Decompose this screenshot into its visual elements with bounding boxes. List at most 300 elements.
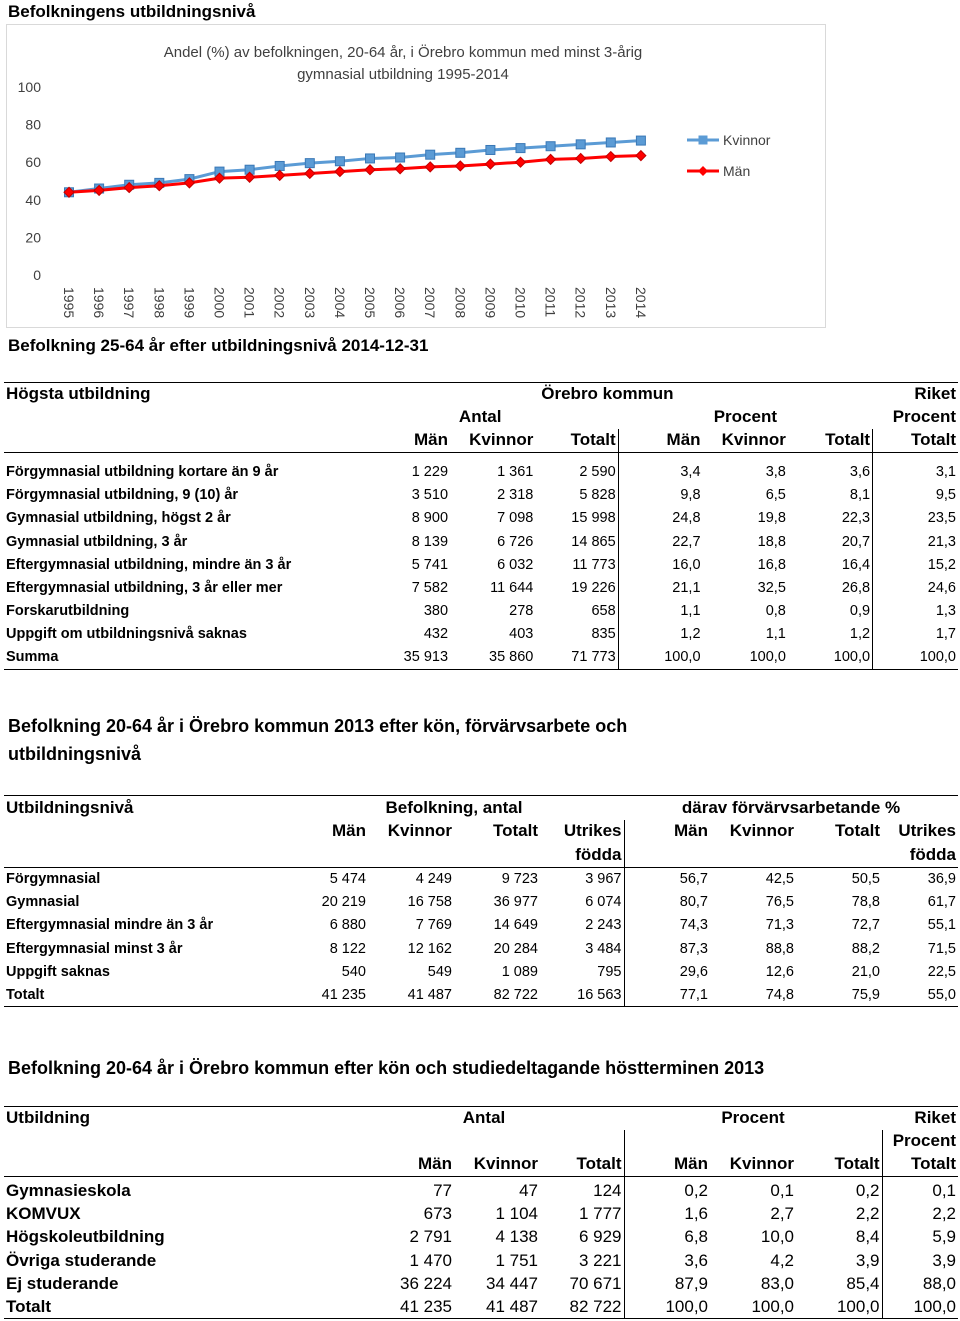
- header-procent-riket: Procent: [892, 407, 956, 426]
- row-label: Gymnasial utbildning, 3 år: [6, 533, 188, 550]
- header-totalt: Totalt: [492, 821, 538, 840]
- y-tick-label: 60: [25, 154, 41, 171]
- cell-value: 1 089: [501, 963, 538, 980]
- table-row: [4, 646, 958, 669]
- header-riket: Riket: [914, 1108, 956, 1128]
- cell-value: 21,1: [672, 580, 701, 597]
- cell-value: 77,1: [624, 983, 710, 1006]
- row-label: Eftergymnasial minst 3 år: [6, 940, 183, 957]
- cell-value: 78,8: [851, 894, 880, 911]
- cell-value: 15,2: [927, 556, 956, 573]
- cell-value: 42,5: [765, 871, 794, 888]
- cell-value: 6 032: [497, 556, 534, 573]
- row-label: Förgymnasial utbildning, 9 (10) år: [6, 487, 239, 504]
- cell-value: 88,8: [765, 940, 794, 957]
- cell-value: 14 865: [535, 530, 618, 553]
- table-row: [4, 530, 958, 553]
- header-procent: Procent: [713, 407, 778, 426]
- header-totalt-pct: Totalt: [834, 821, 880, 840]
- y-tick-label: 0: [33, 267, 41, 283]
- row-label: Ej studerande: [6, 1273, 119, 1293]
- cell-value: 55,0: [882, 983, 958, 1006]
- cell-value: 22,7: [672, 533, 701, 550]
- cell-value: 1 104: [495, 1204, 538, 1224]
- cell-value: 0,1: [770, 1181, 794, 1201]
- cell-value: 23,5: [927, 510, 956, 527]
- x-tick-label: 1996: [91, 287, 108, 319]
- cell-value: 80,7: [679, 894, 708, 911]
- cell-value: 5 474: [329, 871, 366, 888]
- cell-value: 673: [423, 1204, 452, 1224]
- cell-value: 20 284: [493, 940, 538, 957]
- y-tick-label: 80: [25, 116, 41, 133]
- header-kvinnor: Kvinnor: [387, 821, 452, 840]
- cell-value: 2,2: [932, 1204, 956, 1224]
- header-procent: Procent: [721, 1108, 785, 1128]
- cell-value: 124: [540, 1180, 624, 1203]
- cell-value: 7 098: [497, 510, 534, 527]
- table-row: [4, 507, 958, 530]
- cell-value: 3 484: [540, 937, 624, 960]
- row-label: Eftergymnasial utbildning, 3 år eller mer: [6, 580, 283, 597]
- header-fodda-pct: födda: [882, 843, 958, 868]
- cell-value: 6 880: [329, 917, 366, 934]
- cell-value: 9 723: [501, 871, 538, 888]
- cell-value: 9,5: [935, 487, 956, 504]
- cell-value: 12,6: [765, 963, 794, 980]
- header-kvinnor: Kvinnor: [450, 429, 535, 453]
- cell-value: 9,8: [680, 487, 701, 504]
- cell-value: 540: [341, 963, 366, 980]
- cell-value: 74,3: [679, 917, 708, 934]
- cell-value: 75,9: [796, 983, 882, 1006]
- row-label: Övriga studerande: [6, 1250, 157, 1270]
- x-tick-label: 2012: [572, 287, 589, 319]
- cell-value: 19,8: [757, 510, 786, 527]
- table-row: [4, 1295, 958, 1318]
- cell-value: 100,0: [873, 646, 958, 669]
- row-label: Förgymnasial: [6, 871, 101, 888]
- cell-value: 87,3: [679, 940, 708, 957]
- cell-value: 41 487: [454, 1295, 540, 1318]
- cell-value: 55,1: [927, 917, 956, 934]
- cell-value: 88,0: [922, 1273, 956, 1293]
- legend-marker: [699, 136, 708, 145]
- cell-value: 6 726: [497, 533, 534, 550]
- table2-heading-line2: utbildningsnivå: [8, 744, 141, 764]
- cell-value: 18,8: [757, 533, 786, 550]
- cell-value: 50,5: [851, 871, 880, 888]
- cell-value: 100,0: [882, 1295, 958, 1318]
- cell-value: 0,2: [796, 1180, 882, 1203]
- cell-value: 4 249: [415, 871, 452, 888]
- row-label: Totalt: [4, 1295, 344, 1318]
- chart-svg: [7, 25, 825, 327]
- cell-value: 24,8: [672, 510, 701, 527]
- data-point: [516, 144, 525, 153]
- cell-value: 380: [423, 603, 449, 620]
- header-man-pct: Män: [674, 821, 708, 840]
- cell-value: 3 510: [411, 487, 449, 504]
- employment-table: [4, 795, 958, 1007]
- cell-value: 70 671: [540, 1272, 624, 1295]
- data-point: [576, 153, 586, 163]
- x-tick-label: 1997: [121, 287, 138, 319]
- cell-value: 6 074: [540, 891, 624, 914]
- cell-value: 3,6: [684, 1250, 708, 1270]
- cell-value: 76,5: [765, 894, 794, 911]
- row-label: Gymnasial: [6, 894, 80, 911]
- header-totalt: Totalt: [535, 429, 618, 453]
- cell-value: 16 563: [540, 983, 624, 1006]
- cell-value: 1,6: [684, 1204, 708, 1224]
- cell-value: 41 487: [368, 983, 454, 1006]
- cell-value: 6 929: [540, 1226, 624, 1249]
- cell-value: 88,2: [851, 940, 880, 957]
- cell-value: 1,1: [680, 603, 701, 620]
- cell-value: 100,0: [703, 646, 788, 669]
- cell-value: 100,0: [624, 1295, 710, 1318]
- cell-value: 0,8: [765, 603, 786, 620]
- cell-value: 8 122: [329, 940, 366, 957]
- cell-value: 82 722: [540, 1295, 624, 1318]
- cell-value: 32,5: [757, 580, 786, 597]
- data-point: [546, 154, 556, 164]
- header-antal: Antal: [458, 407, 502, 426]
- header-befolkning: Befolkning, antal: [385, 797, 523, 817]
- legend-marker: [698, 166, 708, 176]
- x-tick-label: 2007: [422, 287, 439, 319]
- cell-value: 1,3: [935, 603, 956, 620]
- header-utbildning: Utbildning: [6, 1108, 91, 1128]
- x-tick-label: 2003: [301, 287, 318, 319]
- cell-value: 71,5: [927, 940, 956, 957]
- cell-value: 35 913: [342, 646, 450, 669]
- cell-value: 47: [519, 1181, 538, 1201]
- table-row: [4, 1249, 958, 1272]
- header-riket: Riket: [914, 384, 956, 404]
- x-tick-label: 1999: [181, 287, 198, 319]
- cell-value: 22,3: [788, 507, 873, 530]
- row-label: Eftergymnasial utbildning, mindre än 3 år: [6, 556, 292, 573]
- cell-value: 3,1: [935, 464, 956, 481]
- cell-value: 15 998: [535, 507, 618, 530]
- table-row: [4, 937, 958, 960]
- cell-value: 85,4: [796, 1272, 882, 1295]
- data-point: [275, 161, 284, 170]
- cell-value: 19 226: [535, 576, 618, 599]
- data-point: [606, 138, 615, 147]
- cell-value: 4,2: [770, 1250, 794, 1270]
- cell-value: 3 221: [540, 1249, 624, 1272]
- table-row: [4, 484, 958, 507]
- header-man: Män: [332, 821, 366, 840]
- cell-value: 3,8: [765, 464, 786, 481]
- cell-value: 61,7: [927, 894, 956, 911]
- x-tick-label: 2014: [632, 287, 649, 319]
- cell-value: 74,8: [710, 983, 796, 1006]
- data-point: [366, 154, 375, 163]
- header-kvinnor-pct: Kvinnor: [729, 821, 794, 840]
- header-totalt-riket: Totalt: [873, 429, 958, 453]
- x-tick-label: 2008: [452, 287, 469, 319]
- header-totalt-pct: Totalt: [796, 1153, 882, 1177]
- table-row: [4, 1226, 958, 1249]
- cell-value: 7 582: [411, 580, 449, 597]
- header-man: Män: [342, 429, 450, 453]
- cell-value: 35 860: [450, 646, 535, 669]
- cell-value: 835: [535, 623, 618, 646]
- cell-value: 22,5: [927, 963, 956, 980]
- cell-value: 1,2: [680, 626, 701, 643]
- cell-value: 16 758: [407, 894, 452, 911]
- row-label: Eftergymnasial mindre än 3 år: [6, 917, 214, 934]
- row-label: Gymnasial utbildning, högst 2 år: [6, 510, 231, 527]
- cell-value: 29,6: [679, 963, 708, 980]
- data-point: [485, 159, 495, 169]
- cell-value: 795: [540, 960, 624, 983]
- x-tick-label: 2009: [482, 287, 499, 319]
- cell-value: 34 447: [486, 1273, 538, 1293]
- cell-value: 2,7: [770, 1204, 794, 1224]
- cell-value: 8,4: [796, 1226, 882, 1249]
- header-utbildningsniva: Utbildningsnivå: [6, 797, 134, 817]
- header-fodda: födda: [540, 843, 624, 868]
- cell-value: 71,3: [765, 917, 794, 934]
- header-forvarvsarbetande: därav förvärvsarbetande %: [681, 797, 901, 817]
- cell-value: 2 791: [409, 1227, 452, 1247]
- table-row: [4, 461, 958, 484]
- x-tick-label: 2000: [211, 287, 228, 319]
- cell-value: 12 162: [407, 940, 452, 957]
- data-point: [335, 167, 345, 177]
- cell-value: 5 828: [535, 484, 618, 507]
- header-kvinnor-pct: Kvinnor: [710, 1153, 796, 1177]
- x-tick-label: 2010: [512, 287, 529, 319]
- cell-value: 1 777: [540, 1203, 624, 1226]
- cell-value: 71 773: [535, 646, 618, 669]
- cell-value: 36 977: [493, 894, 538, 911]
- header-orebro: Örebro kommun: [541, 384, 674, 404]
- header-highest-education: Högsta utbildning: [6, 384, 151, 404]
- cell-value: 3,4: [680, 464, 701, 481]
- line-chart: [6, 24, 826, 328]
- table-row: [4, 891, 958, 914]
- cell-value: 77: [433, 1181, 452, 1201]
- cell-value: 56,7: [679, 871, 708, 888]
- header-utrikes-pct: Utrikes: [898, 821, 956, 840]
- data-point: [606, 152, 616, 162]
- header-totalt-pct: Totalt: [788, 429, 873, 453]
- x-tick-label: 2002: [271, 287, 288, 319]
- cell-value: 16,0: [672, 556, 701, 573]
- cell-value: 5 741: [411, 556, 449, 573]
- data-point: [425, 162, 435, 172]
- data-point: [636, 151, 646, 161]
- table-row: [4, 623, 958, 646]
- row-label: Summa: [4, 646, 342, 669]
- cell-value: 21,3: [927, 533, 956, 550]
- cell-value: 3,9: [932, 1250, 956, 1270]
- cell-value: 5,9: [932, 1227, 956, 1247]
- cell-value: 20 219: [321, 894, 366, 911]
- cell-value: 6,8: [684, 1227, 708, 1247]
- row-label: Totalt: [4, 983, 284, 1006]
- chart-title-line: Andel (%) av befolkningen, 20-64 år, i Örebro kommun med minst 3-årig: [163, 44, 643, 61]
- cell-value: 278: [509, 603, 534, 620]
- header-man: Män: [344, 1153, 454, 1177]
- cell-value: 41 235: [344, 1295, 454, 1318]
- cell-value: 100,0: [796, 1295, 882, 1318]
- header-antal: Antal: [462, 1108, 506, 1128]
- y-tick-label: 40: [25, 191, 41, 208]
- cell-value: 2 590: [535, 461, 618, 484]
- cell-value: 1,1: [765, 626, 786, 643]
- page-heading: Befolkningens utbildningsnivå: [8, 2, 256, 21]
- header-procent-riket: Procent: [892, 1131, 956, 1150]
- table-row: [4, 914, 958, 937]
- x-tick-label: 2001: [241, 287, 258, 319]
- data-point: [305, 168, 315, 178]
- table-row: [4, 868, 958, 891]
- row-label: Forskarutbildning: [6, 603, 130, 620]
- data-point: [395, 164, 405, 174]
- x-tick-label: 2006: [392, 287, 409, 319]
- data-point: [516, 157, 526, 167]
- table-row: [4, 576, 958, 599]
- x-tick-label: 1998: [151, 287, 168, 319]
- cell-value: 1,2: [788, 623, 873, 646]
- cell-value: 100,0: [788, 646, 873, 669]
- cell-value: 10,0: [760, 1227, 794, 1247]
- cell-value: 1 361: [497, 464, 534, 481]
- x-tick-label: 2004: [331, 287, 348, 319]
- cell-value: 11 644: [490, 580, 534, 597]
- cell-value: 8 139: [411, 533, 449, 550]
- cell-value: 0,1: [932, 1181, 956, 1201]
- x-tick-label: 2005: [362, 287, 378, 319]
- data-point: [455, 161, 465, 171]
- table-row: [4, 1203, 958, 1226]
- cell-value: 24,6: [927, 580, 956, 597]
- data-point: [546, 142, 555, 151]
- study-participation-table: [4, 1106, 958, 1319]
- cell-value: 36,9: [927, 871, 956, 888]
- data-point: [456, 148, 465, 157]
- cell-value: 2 243: [540, 914, 624, 937]
- cell-value: 1 470: [409, 1250, 452, 1270]
- table-row: [4, 960, 958, 983]
- cell-value: 4 138: [495, 1227, 538, 1247]
- cell-value: 403: [509, 626, 534, 643]
- cell-value: 0,9: [788, 600, 873, 623]
- cell-value: 26,8: [788, 576, 873, 599]
- cell-value: 16,4: [788, 553, 873, 576]
- cell-value: 2 318: [497, 487, 534, 504]
- cell-value: 1 751: [495, 1250, 538, 1270]
- table1-heading: Befolkning 25-64 år efter utbildningsnivå 2014-12-31: [8, 336, 429, 355]
- cell-value: 72,7: [851, 917, 880, 934]
- table-row: [4, 1180, 958, 1203]
- cell-value: 658: [535, 600, 618, 623]
- chart-title-line: gymnasial utbildning 1995-2014: [297, 66, 509, 83]
- data-point: [576, 140, 585, 149]
- cell-value: 20,7: [788, 530, 873, 553]
- row-label: Uppgift om utbildningsnivå saknas: [6, 626, 247, 643]
- x-tick-label: 2011: [542, 287, 559, 318]
- cell-value: 100,0: [710, 1295, 796, 1318]
- cell-value: 100,0: [618, 646, 702, 669]
- cell-value: 1,7: [935, 626, 956, 643]
- x-tick-label: 2013: [602, 287, 619, 319]
- cell-value: 3,9: [796, 1249, 882, 1272]
- cell-value: 549: [427, 963, 452, 980]
- header-kvinnor-pct: Kvinnor: [703, 429, 788, 453]
- table-row: [4, 600, 958, 623]
- data-point: [305, 159, 314, 168]
- cell-value: 8 900: [411, 510, 449, 527]
- table-row: [4, 553, 958, 576]
- legend-label: Kvinnor: [723, 132, 771, 148]
- cell-value: 432: [423, 626, 449, 643]
- cell-value: 82 722: [454, 983, 540, 1006]
- row-label: Gymnasieskola: [6, 1181, 131, 1201]
- cell-value: 16,8: [757, 556, 786, 573]
- header-kvinnor: Kvinnor: [454, 1153, 540, 1177]
- cell-value: 87,9: [674, 1273, 708, 1293]
- cell-value: 3,6: [788, 461, 873, 484]
- cell-value: 36 224: [400, 1273, 452, 1293]
- cell-value: 3 967: [540, 868, 624, 891]
- y-tick-label: 100: [17, 79, 41, 95]
- cell-value: 21,0: [851, 963, 880, 980]
- y-tick-label: 20: [25, 229, 41, 246]
- header-man-pct: Män: [624, 1153, 710, 1177]
- cell-value: 41 235: [284, 983, 368, 1006]
- row-label: KOMVUX: [6, 1204, 81, 1224]
- table-row: [4, 983, 958, 1006]
- education-level-table: [4, 382, 958, 670]
- cell-value: 14 649: [493, 917, 538, 934]
- data-point: [335, 157, 344, 166]
- data-point: [426, 150, 435, 159]
- row-label: Förgymnasial utbildning kortare än 9 år: [6, 464, 279, 481]
- cell-value: 2,2: [796, 1203, 882, 1226]
- data-point: [636, 136, 645, 145]
- cell-value: 0,2: [684, 1181, 708, 1201]
- data-point: [486, 145, 495, 154]
- header-totalt: Totalt: [540, 1153, 624, 1177]
- data-point: [275, 170, 285, 180]
- data-point: [396, 153, 405, 162]
- x-tick-label: 1995: [61, 287, 77, 319]
- cell-value: 8,1: [788, 484, 873, 507]
- cell-value: 83,0: [760, 1273, 794, 1293]
- header-totalt-riket: Totalt: [882, 1153, 958, 1177]
- table2-heading-line1: Befolkning 20-64 år i Örebro kommun 2013 efter kön, förvärvsarbete och: [8, 716, 628, 736]
- header-utrikes: Utrikes: [540, 820, 624, 843]
- cell-value: 1 229: [411, 464, 449, 481]
- table3-heading: Befolkning 20-64 år i Örebro kommun efter kön och studiedeltagande höstterminen 2013: [8, 1058, 765, 1078]
- header-man-pct: Män: [618, 429, 702, 453]
- cell-value: 7 769: [415, 917, 452, 934]
- legend-label: Män: [723, 163, 751, 179]
- cell-value: 11 773: [535, 553, 618, 576]
- cell-value: 6,5: [765, 487, 786, 504]
- table-row: [4, 1272, 958, 1295]
- data-point: [365, 165, 375, 175]
- row-label: Högskoleutbildning: [6, 1227, 165, 1247]
